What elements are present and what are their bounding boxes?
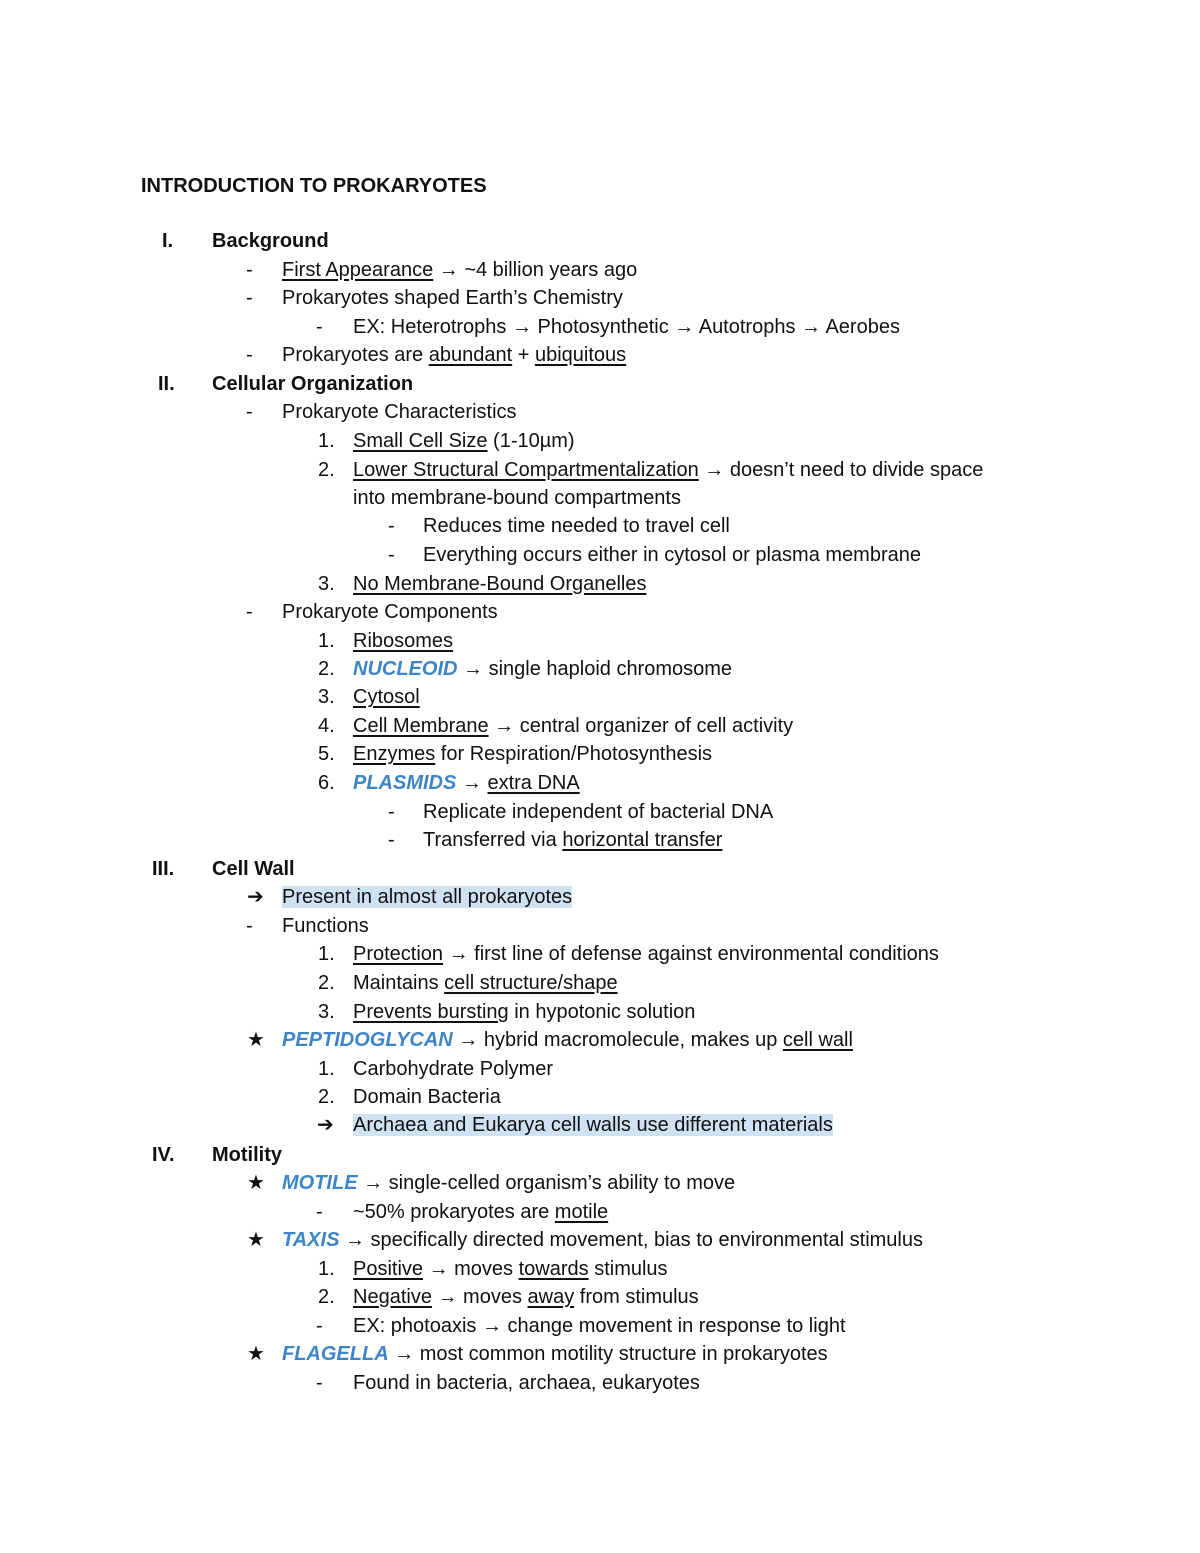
outline-item bbox=[282, 398, 517, 426]
star-bullet-icon: ★ bbox=[247, 1343, 265, 1365]
underlined-text: First Appearance bbox=[282, 259, 434, 281]
title-text: INTRODUCTION TO PROKARYOTES bbox=[141, 175, 487, 197]
key-term-taxis: TAXIS bbox=[282, 1229, 340, 1251]
section-heading bbox=[212, 227, 329, 255]
heading-text: Cellular Organization bbox=[212, 373, 414, 395]
text-run: + bbox=[512, 344, 535, 366]
underlined-text: cell wall bbox=[782, 1029, 853, 1051]
arrow-bullet-icon: ➔ bbox=[317, 1114, 334, 1136]
heading-text: Motility bbox=[212, 1144, 282, 1166]
outline-item bbox=[353, 769, 580, 797]
key-term-flagella: FLAGELLA bbox=[282, 1343, 389, 1365]
section-heading bbox=[212, 1141, 282, 1169]
dash-bullet: - bbox=[246, 259, 253, 281]
outline-item bbox=[423, 826, 722, 854]
text-run: Carbohydrate Polymer bbox=[353, 1058, 554, 1080]
text-run: → first line of defense against environmental conditions bbox=[443, 943, 939, 965]
underlined-text: extra DNA bbox=[487, 772, 580, 794]
outline-item bbox=[353, 427, 575, 455]
text-run: from stimulus bbox=[574, 1286, 699, 1308]
key-term-plasmids: PLASMIDS bbox=[353, 772, 457, 794]
underlined-text: motile bbox=[554, 1201, 609, 1223]
outline-item bbox=[353, 1312, 846, 1340]
underlined-text: Cell Membrane bbox=[353, 715, 489, 737]
key-term-nucleoid: NUCLEOID bbox=[353, 658, 458, 680]
underlined-text: Prevents bursting bbox=[353, 1001, 509, 1023]
text-run: → single haploid chromosome bbox=[457, 658, 733, 680]
roman-numeral-marker: I. bbox=[162, 230, 174, 252]
text-run: Replicate independent of bacterial DNA bbox=[423, 801, 774, 823]
outline-item bbox=[353, 1283, 699, 1311]
underlined-text: Protection bbox=[353, 943, 444, 965]
section-heading bbox=[212, 855, 295, 883]
heading-text: Cell Wall bbox=[212, 858, 295, 880]
text-run: EX: Heterotrophs → Photosynthetic → Autotrophs → Aerobes bbox=[353, 316, 900, 338]
underlined-text: Small Cell Size bbox=[353, 430, 488, 452]
underlined-text: Lower Structural Compartmentalization bbox=[353, 459, 699, 481]
underlined-text: Negative bbox=[353, 1286, 432, 1308]
underlined-text: towards bbox=[518, 1258, 589, 1280]
underlined-text: cell structure/shape bbox=[444, 972, 618, 994]
dash-bullet: - bbox=[316, 1372, 323, 1394]
outline-item bbox=[353, 1369, 700, 1397]
outline-item bbox=[353, 1083, 501, 1111]
dash-bullet: - bbox=[388, 515, 395, 537]
text-run: Prokaryote Components bbox=[282, 601, 498, 623]
star-bullet-icon: ★ bbox=[247, 1172, 265, 1194]
number-marker: 2. bbox=[318, 658, 335, 680]
dash-bullet: - bbox=[246, 915, 253, 937]
dash-bullet: - bbox=[316, 316, 323, 338]
text-run: ~50% prokaryotes are bbox=[353, 1201, 555, 1223]
text-run: Prokaryotes shaped Earth’s Chemistry bbox=[282, 287, 623, 309]
underlined-text: Positive bbox=[353, 1258, 424, 1280]
text-run: Everything occurs either in cytosol or plasma membrane bbox=[423, 544, 921, 566]
outline-item bbox=[353, 969, 618, 997]
underlined-text: Ribosomes bbox=[353, 630, 454, 652]
outline-item bbox=[282, 598, 498, 626]
underlined-text: horizontal transfer bbox=[562, 829, 723, 851]
roman-numeral-marker: II. bbox=[158, 373, 175, 395]
number-marker: 2. bbox=[318, 1286, 335, 1308]
dash-bullet: - bbox=[246, 287, 253, 309]
dash-bullet: - bbox=[246, 601, 253, 623]
outline-item bbox=[282, 284, 623, 312]
key-term-motile: MOTILE bbox=[282, 1172, 358, 1194]
arrow-bullet-icon: ➔ bbox=[247, 886, 264, 908]
number-marker: 1. bbox=[318, 1258, 335, 1280]
dash-bullet: - bbox=[388, 544, 395, 566]
number-marker: 3. bbox=[318, 686, 335, 708]
text-run: Reduces time needed to travel cell bbox=[423, 515, 730, 537]
text-run: Functions bbox=[282, 915, 369, 937]
outline-item bbox=[423, 541, 921, 569]
text-run: (1-10µm) bbox=[487, 430, 575, 452]
star-bullet-icon: ★ bbox=[247, 1029, 265, 1051]
text-run: for Respiration/Photosynthesis bbox=[435, 743, 713, 765]
number-marker: 1. bbox=[318, 943, 335, 965]
dash-bullet: - bbox=[246, 344, 253, 366]
outline-item bbox=[282, 912, 369, 940]
text-run: Maintains bbox=[353, 972, 445, 994]
number-marker: 4. bbox=[318, 715, 335, 737]
text-run: → single-celled organism’s ability to move bbox=[357, 1172, 736, 1194]
outline-item bbox=[423, 798, 773, 826]
text-run: Found in bacteria, archaea, eukaryotes bbox=[353, 1372, 700, 1394]
text-run: → most common motility structure in prokaryotes bbox=[388, 1343, 828, 1365]
section-heading bbox=[212, 370, 413, 398]
outline-item bbox=[353, 1198, 608, 1226]
outline-item bbox=[353, 1111, 833, 1139]
text-run: Transferred via bbox=[423, 829, 563, 851]
dash-bullet: - bbox=[388, 801, 395, 823]
outline-item bbox=[282, 1169, 735, 1197]
outline-item bbox=[282, 1226, 923, 1254]
number-marker: 3. bbox=[318, 1001, 335, 1023]
outline-item bbox=[353, 683, 420, 711]
text-run: → ~4 billion years ago bbox=[433, 259, 638, 281]
text-run: → bbox=[456, 772, 488, 794]
star-bullet-icon: ★ bbox=[247, 1229, 265, 1251]
text-run: Prokaryotes are bbox=[282, 344, 429, 366]
underlined-text: Enzymes bbox=[353, 743, 436, 765]
outline-item bbox=[282, 341, 626, 369]
key-term-peptidoglycan: PEPTIDOGLYCAN bbox=[282, 1029, 453, 1051]
text-run: Prokaryote Characteristics bbox=[282, 401, 517, 423]
dash-bullet: - bbox=[388, 829, 395, 851]
dash-bullet: - bbox=[246, 401, 253, 423]
underlined-text: abundant bbox=[428, 344, 513, 366]
outline-item bbox=[282, 1026, 853, 1054]
outline-item bbox=[353, 1055, 553, 1083]
outline-item bbox=[423, 512, 730, 540]
text-run: Domain Bacteria bbox=[353, 1086, 501, 1108]
roman-numeral-marker: IV. bbox=[152, 1144, 175, 1166]
number-marker: 1. bbox=[318, 1058, 335, 1080]
outline-item bbox=[353, 627, 453, 655]
outline-item bbox=[353, 456, 983, 484]
underlined-text: ubiquitous bbox=[534, 344, 627, 366]
outline-item bbox=[282, 883, 572, 911]
outline-item bbox=[353, 313, 900, 341]
outline-item bbox=[353, 570, 647, 598]
underlined-text: Cytosol bbox=[353, 686, 420, 708]
number-marker: 2. bbox=[318, 1086, 335, 1108]
text-run: → doesn’t need to divide space bbox=[698, 459, 984, 481]
text-run: in hypotonic solution bbox=[508, 1001, 696, 1023]
outline-item bbox=[282, 256, 637, 284]
dash-bullet: - bbox=[316, 1315, 323, 1337]
number-marker: 1. bbox=[318, 430, 335, 452]
underlined-text: No Membrane-Bound Organelles bbox=[353, 573, 647, 595]
text-run: → hybrid macromolecule, makes up bbox=[452, 1029, 783, 1051]
outline-item bbox=[353, 1255, 668, 1283]
number-marker: 2. bbox=[318, 459, 335, 481]
text-run: → specifically directed movement, bias to environmental stimulus bbox=[339, 1229, 923, 1251]
dash-bullet: - bbox=[316, 1201, 323, 1223]
number-marker: 1. bbox=[318, 630, 335, 652]
outline-item bbox=[353, 940, 939, 968]
highlighted-text: Present in almost all prokaryotes bbox=[282, 886, 573, 908]
text-run: → central organizer of cell activity bbox=[488, 715, 794, 737]
roman-numeral-marker: III. bbox=[152, 858, 175, 880]
highlighted-text: Archaea and Eukarya cell walls use different materials bbox=[353, 1114, 833, 1136]
text-run: → moves bbox=[423, 1258, 519, 1280]
text-run: stimulus bbox=[588, 1258, 668, 1280]
number-marker: 6. bbox=[318, 772, 335, 794]
outline-item bbox=[353, 998, 695, 1026]
text-run: → moves bbox=[431, 1286, 528, 1308]
outline-item bbox=[282, 1340, 828, 1368]
page-title bbox=[141, 172, 487, 200]
outline-item bbox=[353, 655, 732, 683]
number-marker: 3. bbox=[318, 573, 335, 595]
outline-item bbox=[353, 484, 681, 512]
heading-text: Background bbox=[212, 230, 329, 252]
text-run: EX: photoaxis → change movement in response to light bbox=[353, 1315, 846, 1337]
number-marker: 5. bbox=[318, 743, 335, 765]
outline-item bbox=[353, 740, 712, 768]
outline-item bbox=[353, 712, 793, 740]
underlined-text: away bbox=[527, 1286, 575, 1308]
text-run: into membrane-bound compartments bbox=[353, 487, 681, 509]
number-marker: 2. bbox=[318, 972, 335, 994]
